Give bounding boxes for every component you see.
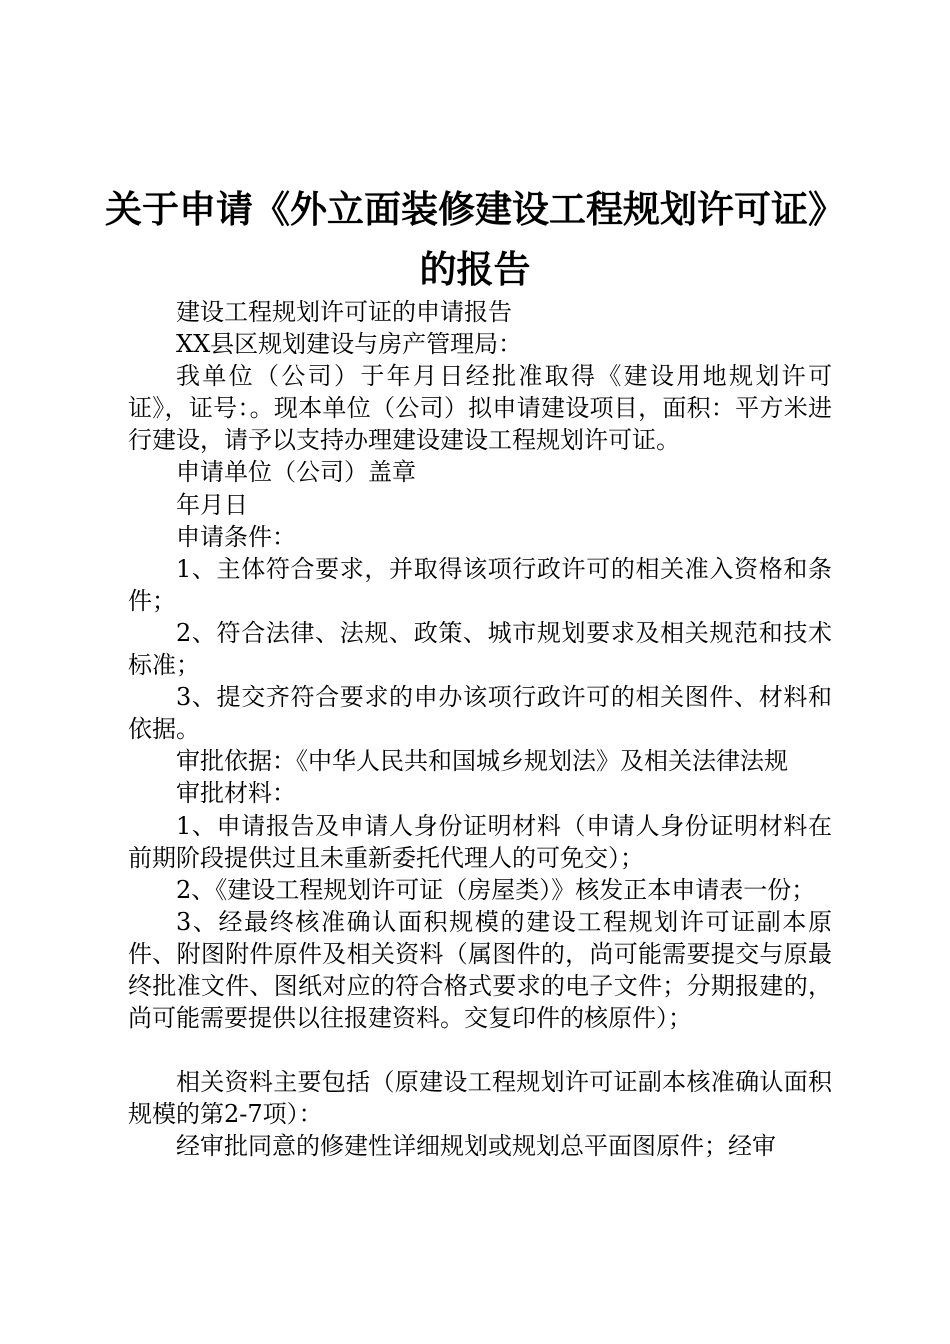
addressee: XX县区规划建设与房产管理局：	[176, 330, 523, 359]
conditions-heading: 申请条件：	[176, 522, 296, 551]
date-line: 年月日	[176, 490, 248, 519]
materials-heading: 审批材料：	[176, 779, 296, 808]
material-item: 3、经最终核准确认面积规模的建设工程规划许可证副本原件、附图附件原件及相关资料（属图件的，尚可能需要提交与原最终批准文件、图纸对应的符合格式要求的电子文件；分期报建的，尚可能需要提供以往报建资料。交复印件的核原件）；	[128, 907, 832, 1033]
document-body	[128, 296, 832, 1162]
legal-basis-paragraph: 审批依据：《中华人民共和国城乡规划法》及相关法律法规	[176, 747, 788, 776]
related-materials-paragraph: 相关资料主要包括（原建设工程规划许可证副本核准确认面积规模的第2-7项）：	[128, 1068, 832, 1129]
request-paragraph: 我单位（公司）于年月日经批准取得《建设用地规划许可证》，证号：。现本单位（公司）拟申请建设项目，面积：平方米进行建设，请予以支持办理建设建设工程规划许可证。	[128, 362, 832, 455]
report-subtitle: 建设工程规划许可证的申请报告	[176, 298, 512, 326]
approval-docs-paragraph: 经审批同意的修建性详细规划或规划总平面图原件；经审	[176, 1132, 776, 1161]
material-item: 2、《建设工程规划许可证（房屋类）》核发正本申请表一份；	[176, 875, 816, 904]
blank-line	[128, 1034, 832, 1066]
condition-item: 2、符合法律、法规、政策、城市规划要求及相关规范和技术标准；	[128, 618, 832, 680]
material-item: 1、申请报告及申请人身份证明材料（申请人身份证明材料在前期阶段提供过且未重新委托代理人的可免交）；	[128, 811, 832, 872]
applicant-seal-line: 申请单位（公司）盖章	[176, 458, 416, 487]
condition-item: 3、提交齐符合要求的申办该项行政许可的相关图件、材料和依据。	[128, 683, 832, 744]
document-title-line-1: 关于申请《外立面装修建设工程规划许可证》	[105, 188, 845, 231]
document-title-line-2: 的报告	[419, 248, 531, 291]
condition-item: 1、主体符合要求，并取得该项行政许可的相关准入资格和条件；	[128, 554, 832, 615]
